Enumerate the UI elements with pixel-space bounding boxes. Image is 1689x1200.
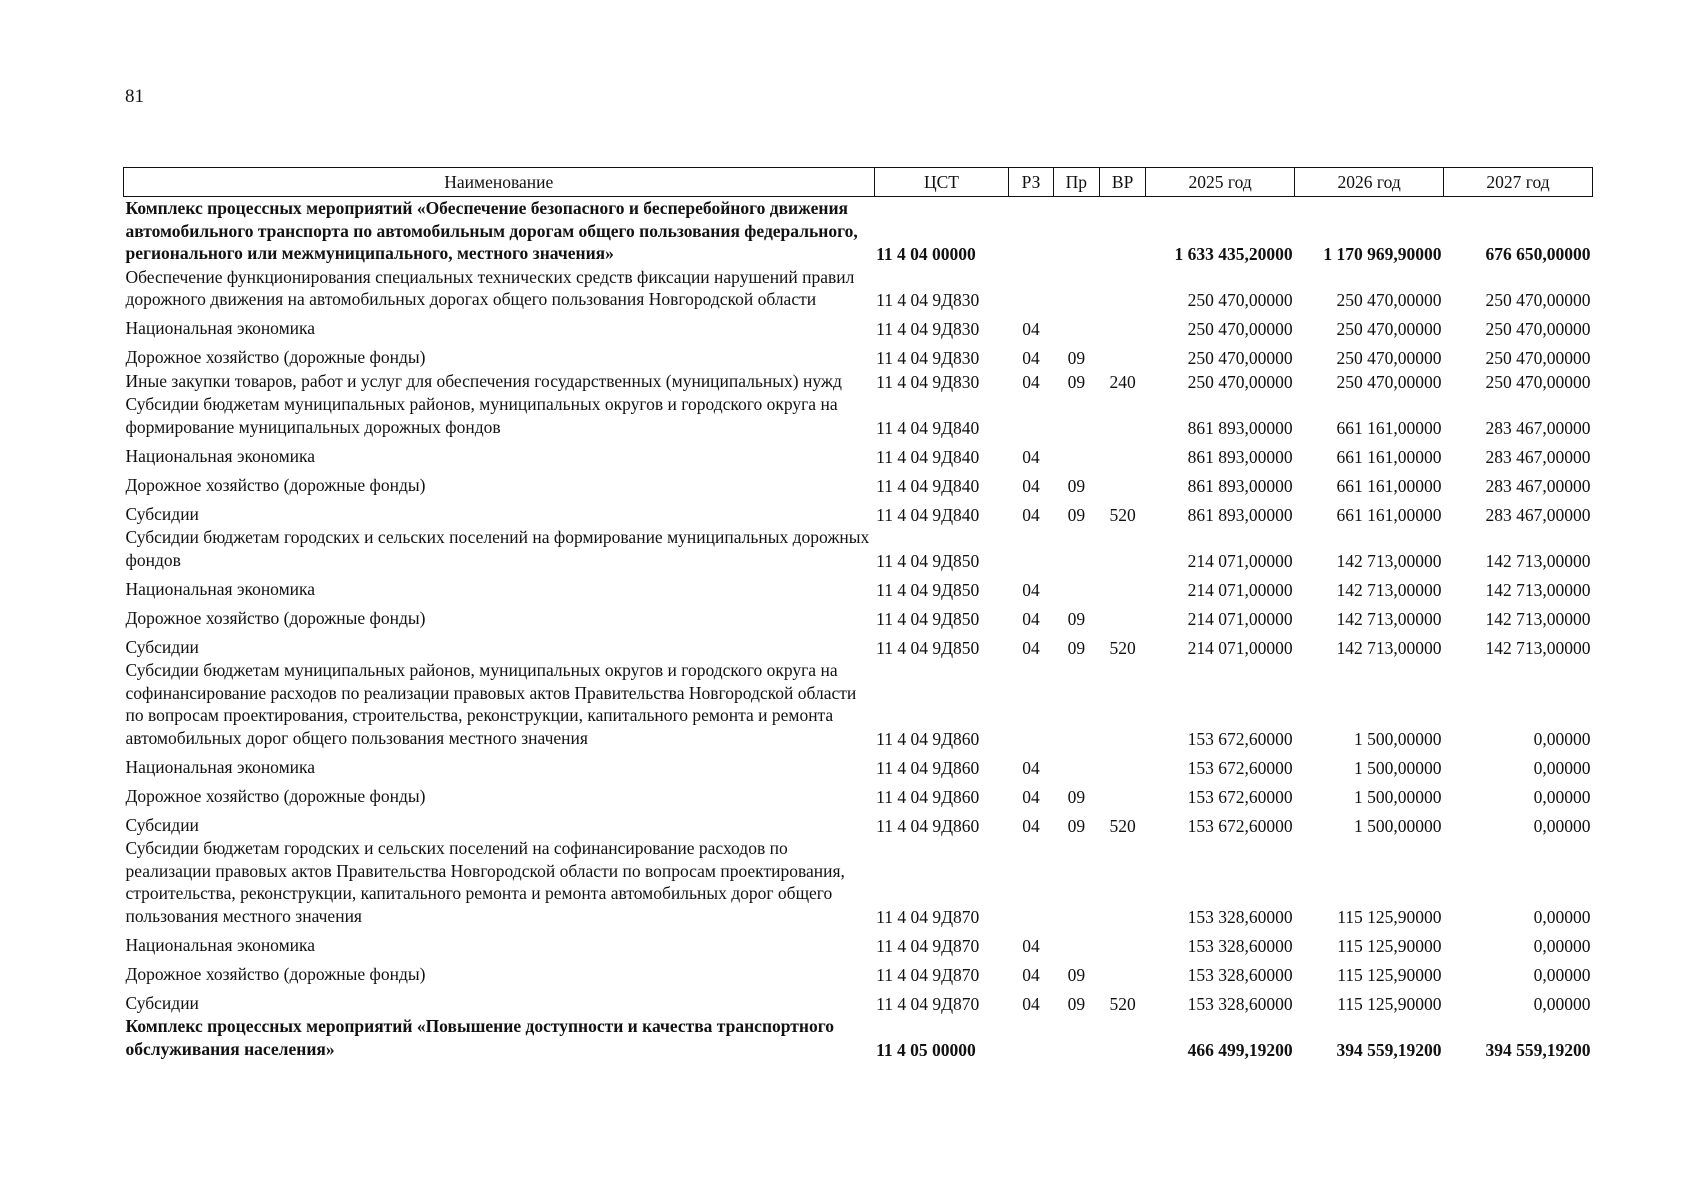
row-name: Субсидии бюджетам муниципальных районов, муниципальных округов и городского округа на формирование муниципальных дорожных фондов xyxy=(125,394,838,437)
row-cst: 11 4 04 9Д850 xyxy=(876,608,980,629)
row-cst: 11 4 04 9Д830 xyxy=(876,348,980,368)
table-row xyxy=(124,197,1593,266)
row-name: Комплекс процессных мероприятий «Повышение доступности и качества транспортного обслуживания населения» xyxy=(125,1016,834,1059)
header-rz: РЗ xyxy=(1009,168,1053,197)
row-pr xyxy=(1053,572,1099,601)
row-name: Субсидии бюджетам муниципальных районов, муниципальных округов и городского округа на софинансирование расходов по реализации правовых актов Правительства Новгородской области по вопросам проектирования, строительства, реконструкции, капитального ремонта и ремонта автомобильных дорог общего пользования местного значения xyxy=(125,660,857,748)
row-vr xyxy=(1099,928,1145,957)
row-2027: 0,00000 xyxy=(1533,815,1591,836)
row-2027: 0,00000 xyxy=(1533,906,1591,927)
row-vr xyxy=(1099,393,1145,439)
row-2027: 0,00000 xyxy=(1533,786,1591,807)
row-rz: 04 xyxy=(1022,608,1040,629)
row-cst: 11 4 04 9Д870 xyxy=(876,906,980,927)
row-name: Субсидии xyxy=(125,636,199,657)
table-row xyxy=(124,808,1593,837)
table-row xyxy=(124,601,1593,630)
row-rz: 04 xyxy=(1022,757,1040,778)
row-2026: 115 125,90000 xyxy=(1337,906,1442,927)
row-2027: 0,00000 xyxy=(1533,964,1591,985)
row-2026: 250 470,00000 xyxy=(1336,371,1442,392)
table-row xyxy=(124,750,1593,779)
row-name: Субсидии xyxy=(125,814,199,835)
row-vr xyxy=(1099,1015,1145,1061)
row-pr: 09 xyxy=(1067,608,1086,629)
row-rz xyxy=(1009,266,1053,312)
row-vr xyxy=(1099,312,1145,341)
row-pr xyxy=(1053,266,1099,312)
row-2026: 115 125,90000 xyxy=(1337,993,1442,1014)
row-rz: 04 xyxy=(1022,786,1040,807)
row-2027: 142 713,00000 xyxy=(1485,637,1591,658)
row-cst: 11 4 04 9Д850 xyxy=(876,579,980,600)
row-vr xyxy=(1099,837,1145,928)
row-2026: 142 713,00000 xyxy=(1336,550,1442,571)
row-name: Дорожное хозяйство (дорожные фонды) xyxy=(125,963,426,984)
row-rz xyxy=(1009,837,1053,928)
row-name: Дорожное хозяйство (дорожные фонды) xyxy=(125,347,426,367)
row-name: Национальная экономика xyxy=(125,318,316,338)
row-rz xyxy=(1009,197,1053,266)
row-rz xyxy=(1009,526,1053,572)
row-cst: 11 4 04 9Д850 xyxy=(876,637,980,658)
row-pr xyxy=(1053,197,1099,266)
row-cst: 11 4 04 00000 xyxy=(876,244,976,264)
row-2027: 283 467,00000 xyxy=(1485,446,1591,467)
row-name: Национальная экономика xyxy=(125,445,316,466)
row-2027: 394 559,19200 xyxy=(1485,1039,1591,1060)
row-vr xyxy=(1099,957,1145,986)
row-2026: 1 170 969,90000 xyxy=(1323,244,1442,264)
row-2025: 153 328,60000 xyxy=(1187,906,1293,927)
row-cst: 11 4 04 9Д830 xyxy=(876,319,980,339)
table-row xyxy=(124,572,1593,601)
row-rz: 04 xyxy=(1022,637,1040,658)
row-2026: 394 559,19200 xyxy=(1336,1039,1442,1060)
row-2026: 661 161,00000 xyxy=(1336,417,1442,438)
row-cst: 11 4 05 00000 xyxy=(876,1039,976,1060)
row-rz: 04 xyxy=(1022,815,1040,836)
header-2026: 2026 год xyxy=(1295,168,1444,197)
table-row xyxy=(124,370,1593,394)
table-row xyxy=(124,497,1593,526)
row-2025: 250 470,00000 xyxy=(1187,348,1293,368)
row-cst: 11 4 04 9Д840 xyxy=(876,475,980,496)
row-2027: 142 713,00000 xyxy=(1485,550,1591,571)
row-2025: 1 633 435,20000 xyxy=(1174,244,1293,264)
row-2025: 153 672,60000 xyxy=(1187,728,1293,749)
row-2025: 153 328,60000 xyxy=(1187,964,1293,985)
row-2027: 250 470,00000 xyxy=(1485,290,1591,310)
row-cst: 11 4 04 9Д850 xyxy=(876,550,980,571)
row-cst: 11 4 04 9Д860 xyxy=(876,728,980,749)
row-name: Субсидии бюджетам городских и сельских поселений на софинансирование расходов по реализации правовых актов Правительства Новгородской области по вопросам проектирования, строительства, реконструкции, капитального ремонта и ремонта автомобильных дорог общего пользования местного значения xyxy=(125,838,845,926)
row-2026: 661 161,00000 xyxy=(1336,446,1442,467)
row-2027: 676 650,00000 xyxy=(1485,244,1591,264)
row-2027: 250 470,00000 xyxy=(1485,348,1591,368)
row-vr xyxy=(1099,779,1145,808)
row-2025: 861 893,00000 xyxy=(1187,417,1293,438)
table-row xyxy=(124,779,1593,808)
row-cst: 11 4 04 9Д860 xyxy=(876,786,980,807)
row-cst: 11 4 04 9Д870 xyxy=(876,964,980,985)
row-cst: 11 4 04 9Д840 xyxy=(876,446,980,467)
row-2025: 153 328,60000 xyxy=(1187,993,1293,1014)
row-2027: 0,00000 xyxy=(1533,993,1591,1014)
row-pr: 09 xyxy=(1067,637,1086,658)
row-rz: 04 xyxy=(1022,579,1040,600)
row-rz: 04 xyxy=(1022,319,1040,339)
row-2027: 250 470,00000 xyxy=(1485,371,1591,392)
row-name: Субсидии xyxy=(125,992,199,1013)
row-2025: 153 672,60000 xyxy=(1187,815,1293,836)
row-vr: 520 xyxy=(1109,504,1136,525)
row-vr: 520 xyxy=(1109,815,1136,836)
row-2026: 115 125,90000 xyxy=(1337,964,1442,985)
table-row xyxy=(124,957,1593,986)
row-2025: 861 893,00000 xyxy=(1187,446,1293,467)
row-2025: 153 328,60000 xyxy=(1187,935,1293,956)
table-row xyxy=(124,526,1593,572)
row-pr: 09 xyxy=(1067,964,1086,985)
row-rz xyxy=(1009,1015,1053,1061)
row-rz: 04 xyxy=(1022,993,1040,1014)
row-name: Национальная экономика xyxy=(125,934,316,955)
row-2025: 250 470,00000 xyxy=(1187,290,1293,310)
row-2026: 661 161,00000 xyxy=(1336,504,1442,525)
row-cst: 11 4 04 9Д870 xyxy=(876,935,980,956)
row-2027: 283 467,00000 xyxy=(1485,475,1591,496)
row-2027: 142 713,00000 xyxy=(1485,579,1591,600)
row-2027: 250 470,00000 xyxy=(1485,319,1591,339)
row-pr: 09 xyxy=(1067,786,1086,807)
row-name: Дорожное хозяйство (дорожные фонды) xyxy=(125,607,426,628)
row-2025: 861 893,00000 xyxy=(1187,475,1293,496)
row-rz: 04 xyxy=(1022,475,1040,496)
header-2025: 2025 год xyxy=(1146,168,1295,197)
row-pr xyxy=(1053,837,1099,928)
row-cst: 11 4 04 9Д860 xyxy=(876,757,980,778)
row-name: Субсидии xyxy=(125,503,199,524)
row-rz xyxy=(1009,393,1053,439)
table-row xyxy=(124,837,1593,928)
row-name: Субсидии бюджетам городских и сельских поселений на формирование муниципальных дорожных фондов xyxy=(125,527,870,570)
header-vr: ВР xyxy=(1099,168,1145,197)
row-pr xyxy=(1053,659,1099,750)
row-pr: 09 xyxy=(1067,475,1086,496)
row-cst: 11 4 04 9Д840 xyxy=(876,417,980,438)
row-vr xyxy=(1099,526,1145,572)
row-rz: 04 xyxy=(1022,348,1040,368)
row-2026: 1 500,00000 xyxy=(1354,757,1442,778)
row-pr xyxy=(1053,928,1099,957)
row-rz xyxy=(1009,659,1053,750)
row-pr xyxy=(1053,439,1099,468)
row-2025: 214 071,00000 xyxy=(1187,608,1293,629)
row-rz: 04 xyxy=(1022,504,1040,525)
row-2027: 283 467,00000 xyxy=(1485,504,1591,525)
row-name: Комплекс процессных мероприятий «Обеспечение безопасного и бесперебойного движения автомобильного транспорта по автомобильным дорогам общего пользования федерального, регионального или межмуниципального, местного значения» xyxy=(125,198,858,263)
row-vr xyxy=(1099,750,1145,779)
row-2026: 142 713,00000 xyxy=(1336,637,1442,658)
row-pr: 09 xyxy=(1067,371,1086,392)
row-2025: 250 470,00000 xyxy=(1187,319,1293,339)
row-cst: 11 4 04 9Д830 xyxy=(876,290,980,310)
row-pr xyxy=(1053,312,1099,341)
header-pr: Пр xyxy=(1053,168,1099,197)
row-pr xyxy=(1053,750,1099,779)
table-row xyxy=(124,630,1593,659)
row-2025: 214 071,00000 xyxy=(1187,550,1293,571)
row-2026: 115 125,90000 xyxy=(1337,935,1442,956)
row-vr xyxy=(1099,341,1145,370)
table-row xyxy=(124,312,1593,341)
row-vr xyxy=(1099,572,1145,601)
row-vr: 520 xyxy=(1109,993,1136,1014)
row-pr: 09 xyxy=(1067,815,1086,836)
row-rz: 04 xyxy=(1022,371,1040,392)
row-cst: 11 4 04 9Д840 xyxy=(876,504,980,525)
row-2027: 283 467,00000 xyxy=(1485,417,1591,438)
row-2026: 661 161,00000 xyxy=(1336,475,1442,496)
row-rz: 04 xyxy=(1022,935,1040,956)
row-2026: 142 713,00000 xyxy=(1336,608,1442,629)
table-row xyxy=(124,393,1593,439)
row-2027: 142 713,00000 xyxy=(1485,608,1591,629)
row-2026: 142 713,00000 xyxy=(1336,579,1442,600)
header-2027: 2027 год xyxy=(1444,168,1593,197)
row-rz: 04 xyxy=(1022,964,1040,985)
row-2026: 250 470,00000 xyxy=(1336,319,1442,339)
row-cst: 11 4 04 9Д860 xyxy=(876,815,980,836)
row-pr: 09 xyxy=(1067,993,1086,1014)
row-name: Дорожное хозяйство (дорожные фонды) xyxy=(125,474,426,495)
table-row xyxy=(124,928,1593,957)
row-2027: 0,00000 xyxy=(1533,728,1591,749)
header-name: Наименование xyxy=(124,168,875,197)
row-2025: 153 672,60000 xyxy=(1187,786,1293,807)
row-vr: 520 xyxy=(1109,637,1136,658)
row-2026: 250 470,00000 xyxy=(1336,348,1442,368)
row-cst: 11 4 04 9Д830 xyxy=(876,371,980,392)
row-2027: 0,00000 xyxy=(1533,935,1591,956)
row-cst: 11 4 04 9Д870 xyxy=(876,993,980,1014)
row-vr xyxy=(1099,468,1145,497)
table-row xyxy=(124,1015,1593,1061)
table-row xyxy=(124,986,1593,1015)
row-vr xyxy=(1099,659,1145,750)
row-pr xyxy=(1053,1015,1099,1061)
row-name: Иные закупки товаров, работ и услуг для обеспечения государственных (муниципальных) нужд xyxy=(125,370,842,391)
budget-table xyxy=(123,167,1593,1061)
table-row xyxy=(124,341,1593,370)
row-2025: 214 071,00000 xyxy=(1187,579,1293,600)
row-vr xyxy=(1099,601,1145,630)
row-name: Обеспечение функционирования специальных технических средств фиксации нарушений правил дорожного движения на автомобильных дорогах общего пользования Новгородской области xyxy=(125,266,855,309)
row-2026: 1 500,00000 xyxy=(1354,728,1442,749)
row-2027: 0,00000 xyxy=(1533,757,1591,778)
row-pr xyxy=(1053,393,1099,439)
header-row xyxy=(124,168,1593,197)
row-2026: 1 500,00000 xyxy=(1354,786,1442,807)
page-number: 81 xyxy=(125,86,144,107)
row-2026: 250 470,00000 xyxy=(1336,290,1442,310)
table-row xyxy=(124,468,1593,497)
row-vr: 240 xyxy=(1109,371,1136,392)
row-pr: 09 xyxy=(1067,504,1086,525)
row-vr xyxy=(1099,439,1145,468)
row-2025: 861 893,00000 xyxy=(1187,504,1293,525)
row-2026: 1 500,00000 xyxy=(1354,815,1442,836)
row-pr xyxy=(1053,526,1099,572)
row-2025: 250 470,00000 xyxy=(1187,371,1293,392)
row-vr xyxy=(1099,197,1145,266)
table-row xyxy=(124,659,1593,750)
row-rz: 04 xyxy=(1022,446,1040,467)
row-2025: 153 672,60000 xyxy=(1187,757,1293,778)
row-2025: 214 071,00000 xyxy=(1187,637,1293,658)
row-name: Национальная экономика xyxy=(125,578,316,599)
table-row xyxy=(124,439,1593,468)
header-cst: ЦСТ xyxy=(874,168,1009,197)
row-pr: 09 xyxy=(1067,348,1086,368)
row-2025: 466 499,19200 xyxy=(1187,1039,1293,1060)
table-header xyxy=(124,168,1593,197)
row-name: Дорожное хозяйство (дорожные фонды) xyxy=(125,785,426,806)
row-vr xyxy=(1099,266,1145,312)
row-name: Национальная экономика xyxy=(125,756,316,777)
table-row xyxy=(124,266,1593,312)
table-body xyxy=(124,197,1593,1062)
